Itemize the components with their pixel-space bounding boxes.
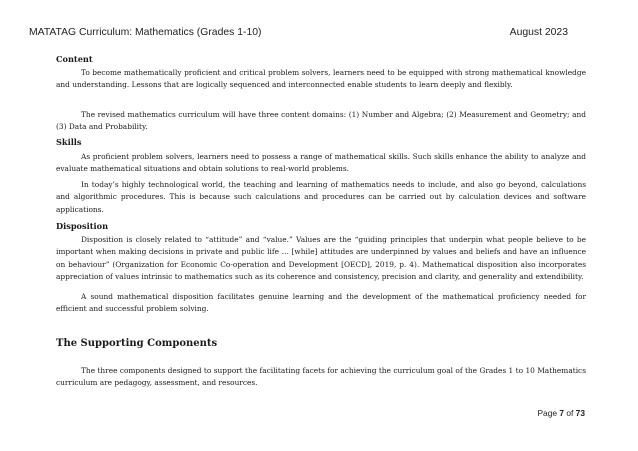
heading-supporting-components: The Supporting Components bbox=[56, 338, 218, 349]
of-label: of bbox=[566, 408, 574, 418]
paragraph-skills-2: In today’s highly technological world, the teaching and learning of mathematics needs to include, and also go beyond, calculations and algorithmic procedures. This is because such calculations and procedures can be carried out by calculation devices and software applications. bbox=[56, 180, 586, 214]
paragraph-disposition-1: Disposition is closely related to “attitude” and “value.” Values are the “guiding principles that underpin what people believe to be important when making decisions in private and public life … [while] attitudes are underpinned by values and beliefs and have an influence on behaviour” (Organization for Economic Co-operation and Development [OECD], 2019, p. 4). Mathematical disposition also incorporates appreciation of values intrinsic to mathematics such as its coherence and consistency, precision and clarity, and generality and extendibility. bbox=[56, 235, 586, 282]
paragraph-content-1: To become mathematically proficient and critical problem solvers, learners need to be equipped with strong mathematical knowledge and understanding. Lessons that are logically sequenced and interconnected enable students to learn deeply and flexibly. bbox=[56, 68, 586, 90]
heading-disposition: Disposition bbox=[56, 221, 109, 231]
total-pages: 73 bbox=[575, 408, 585, 418]
paragraph-content-2: The revised mathematics curriculum will have three content domains: (1) Number and Algebra; (2) Measurement and Geometry; and (3) Data and Probability. bbox=[56, 110, 586, 132]
paragraph-supporting-1: The three components designed to support the facilitating facets for achieving the curriculum goal of the Grades 1 to 10 Mathematics curriculum are pedagogy, assessment, and resources. bbox=[56, 366, 586, 388]
header-date: August 2023 bbox=[509, 27, 568, 38]
page-footer bbox=[537, 408, 585, 418]
paragraph-disposition-2: A sound mathematical disposition facilitates genuine learning and the development of the mathematical proficiency needed for efficient and successful problem solving. bbox=[56, 292, 586, 314]
page-header bbox=[29, 27, 568, 38]
header-title: MATATAG Curriculum: Mathematics (Grades 1-10) bbox=[29, 27, 262, 38]
paragraph-skills-1: As proficient problem solvers, learners need to possess a range of mathematical skills. Such skills enhance the ability to analyze and evaluate mathematical situations and obtain solutions to real-world problems. bbox=[56, 152, 586, 174]
page-number: 7 bbox=[559, 408, 565, 418]
heading-content: Content bbox=[56, 54, 93, 64]
page-label: Page bbox=[537, 408, 558, 418]
heading-skills: Skills bbox=[56, 137, 82, 147]
